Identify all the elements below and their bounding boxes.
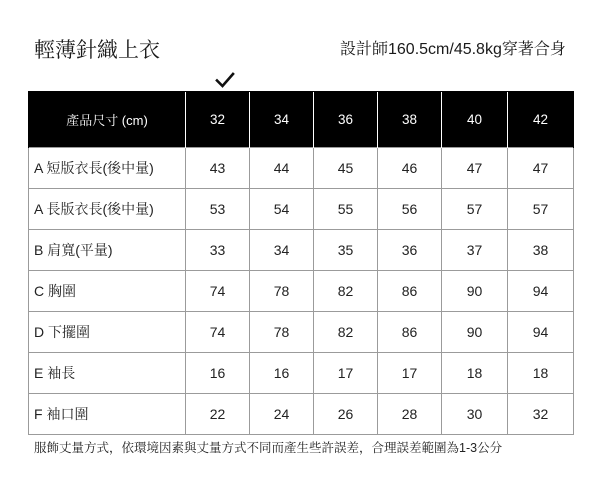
measurement-value: 90 <box>442 312 508 353</box>
table-row <box>29 312 574 353</box>
measurement-label: B 肩寬(平量) <box>29 230 186 271</box>
measurement-value: 35 <box>314 230 378 271</box>
measurement-value: 90 <box>442 271 508 312</box>
measurement-value: 30 <box>442 394 508 435</box>
size-column-header: 36 <box>314 92 378 148</box>
size-table <box>28 91 574 435</box>
table-row <box>29 189 574 230</box>
measurement-value: 86 <box>378 271 442 312</box>
measurement-value: 34 <box>250 230 314 271</box>
measurement-label: D 下擺圍 <box>29 312 186 353</box>
measurement-value: 46 <box>378 148 442 189</box>
size-header-row <box>29 92 574 148</box>
measurement-value: 94 <box>508 271 574 312</box>
measurement-value: 57 <box>442 189 508 230</box>
measurement-value: 18 <box>442 353 508 394</box>
measurement-value: 74 <box>186 312 250 353</box>
measurement-label: A 長版衣長(後中量) <box>29 189 186 230</box>
size-column-header: 34 <box>250 92 314 148</box>
measurement-value: 17 <box>314 353 378 394</box>
checkmark-icon-graphic <box>215 72 235 88</box>
table-row <box>29 271 574 312</box>
measurement-label: C 胸圍 <box>29 271 186 312</box>
size-column-header: 42 <box>508 92 574 148</box>
measurement-value: 78 <box>250 271 314 312</box>
measurement-value: 57 <box>508 189 574 230</box>
table-row <box>29 353 574 394</box>
checkmark-icon <box>193 71 257 89</box>
table-row <box>29 230 574 271</box>
measurement-value: 26 <box>314 394 378 435</box>
measurement-value: 16 <box>186 353 250 394</box>
measurement-value: 45 <box>314 148 378 189</box>
size-column-header: 40 <box>442 92 508 148</box>
measurement-value: 47 <box>508 148 574 189</box>
size-column-header: 32 <box>186 92 250 148</box>
measurement-value: 22 <box>186 394 250 435</box>
product-title: 輕薄針織上衣 <box>34 39 160 62</box>
measurement-value: 94 <box>508 312 574 353</box>
size-column-header: 38 <box>378 92 442 148</box>
table-row <box>29 394 574 435</box>
measurement-value: 33 <box>186 230 250 271</box>
measurement-value: 55 <box>314 189 378 230</box>
measurement-value: 18 <box>508 353 574 394</box>
measurement-value: 54 <box>250 189 314 230</box>
measurement-footnote: 服飾丈量方式，依環境因素與丈量方式不同而產生些許誤差，合理誤差範圍為1-3公分 <box>34 441 503 455</box>
measurement-value: 53 <box>186 189 250 230</box>
measurement-value: 37 <box>442 230 508 271</box>
measurement-value: 78 <box>250 312 314 353</box>
measurement-value: 47 <box>442 148 508 189</box>
measurement-value: 36 <box>378 230 442 271</box>
measurement-value: 43 <box>186 148 250 189</box>
measurement-value: 86 <box>378 312 442 353</box>
measurement-value: 32 <box>508 394 574 435</box>
measurement-value: 24 <box>250 394 314 435</box>
measurement-label: A 短版衣長(後中量) <box>29 148 186 189</box>
size-marker-row <box>28 71 573 89</box>
measurement-value: 38 <box>508 230 574 271</box>
measurement-label: E 袖長 <box>29 353 186 394</box>
measurement-label: F 袖口圍 <box>29 394 186 435</box>
measurement-value: 74 <box>186 271 250 312</box>
measurement-value: 56 <box>378 189 442 230</box>
measurement-value: 82 <box>314 271 378 312</box>
measurement-value: 44 <box>250 148 314 189</box>
table-row <box>29 148 574 189</box>
measurement-value: 17 <box>378 353 442 394</box>
measurement-value: 28 <box>378 394 442 435</box>
header-label: 產品尺寸 (cm) <box>29 92 186 148</box>
measurement-value: 82 <box>314 312 378 353</box>
measurement-value: 16 <box>250 353 314 394</box>
designer-fit-note: 設計師160.5cm/45.8kg穿著合身 <box>340 41 566 58</box>
